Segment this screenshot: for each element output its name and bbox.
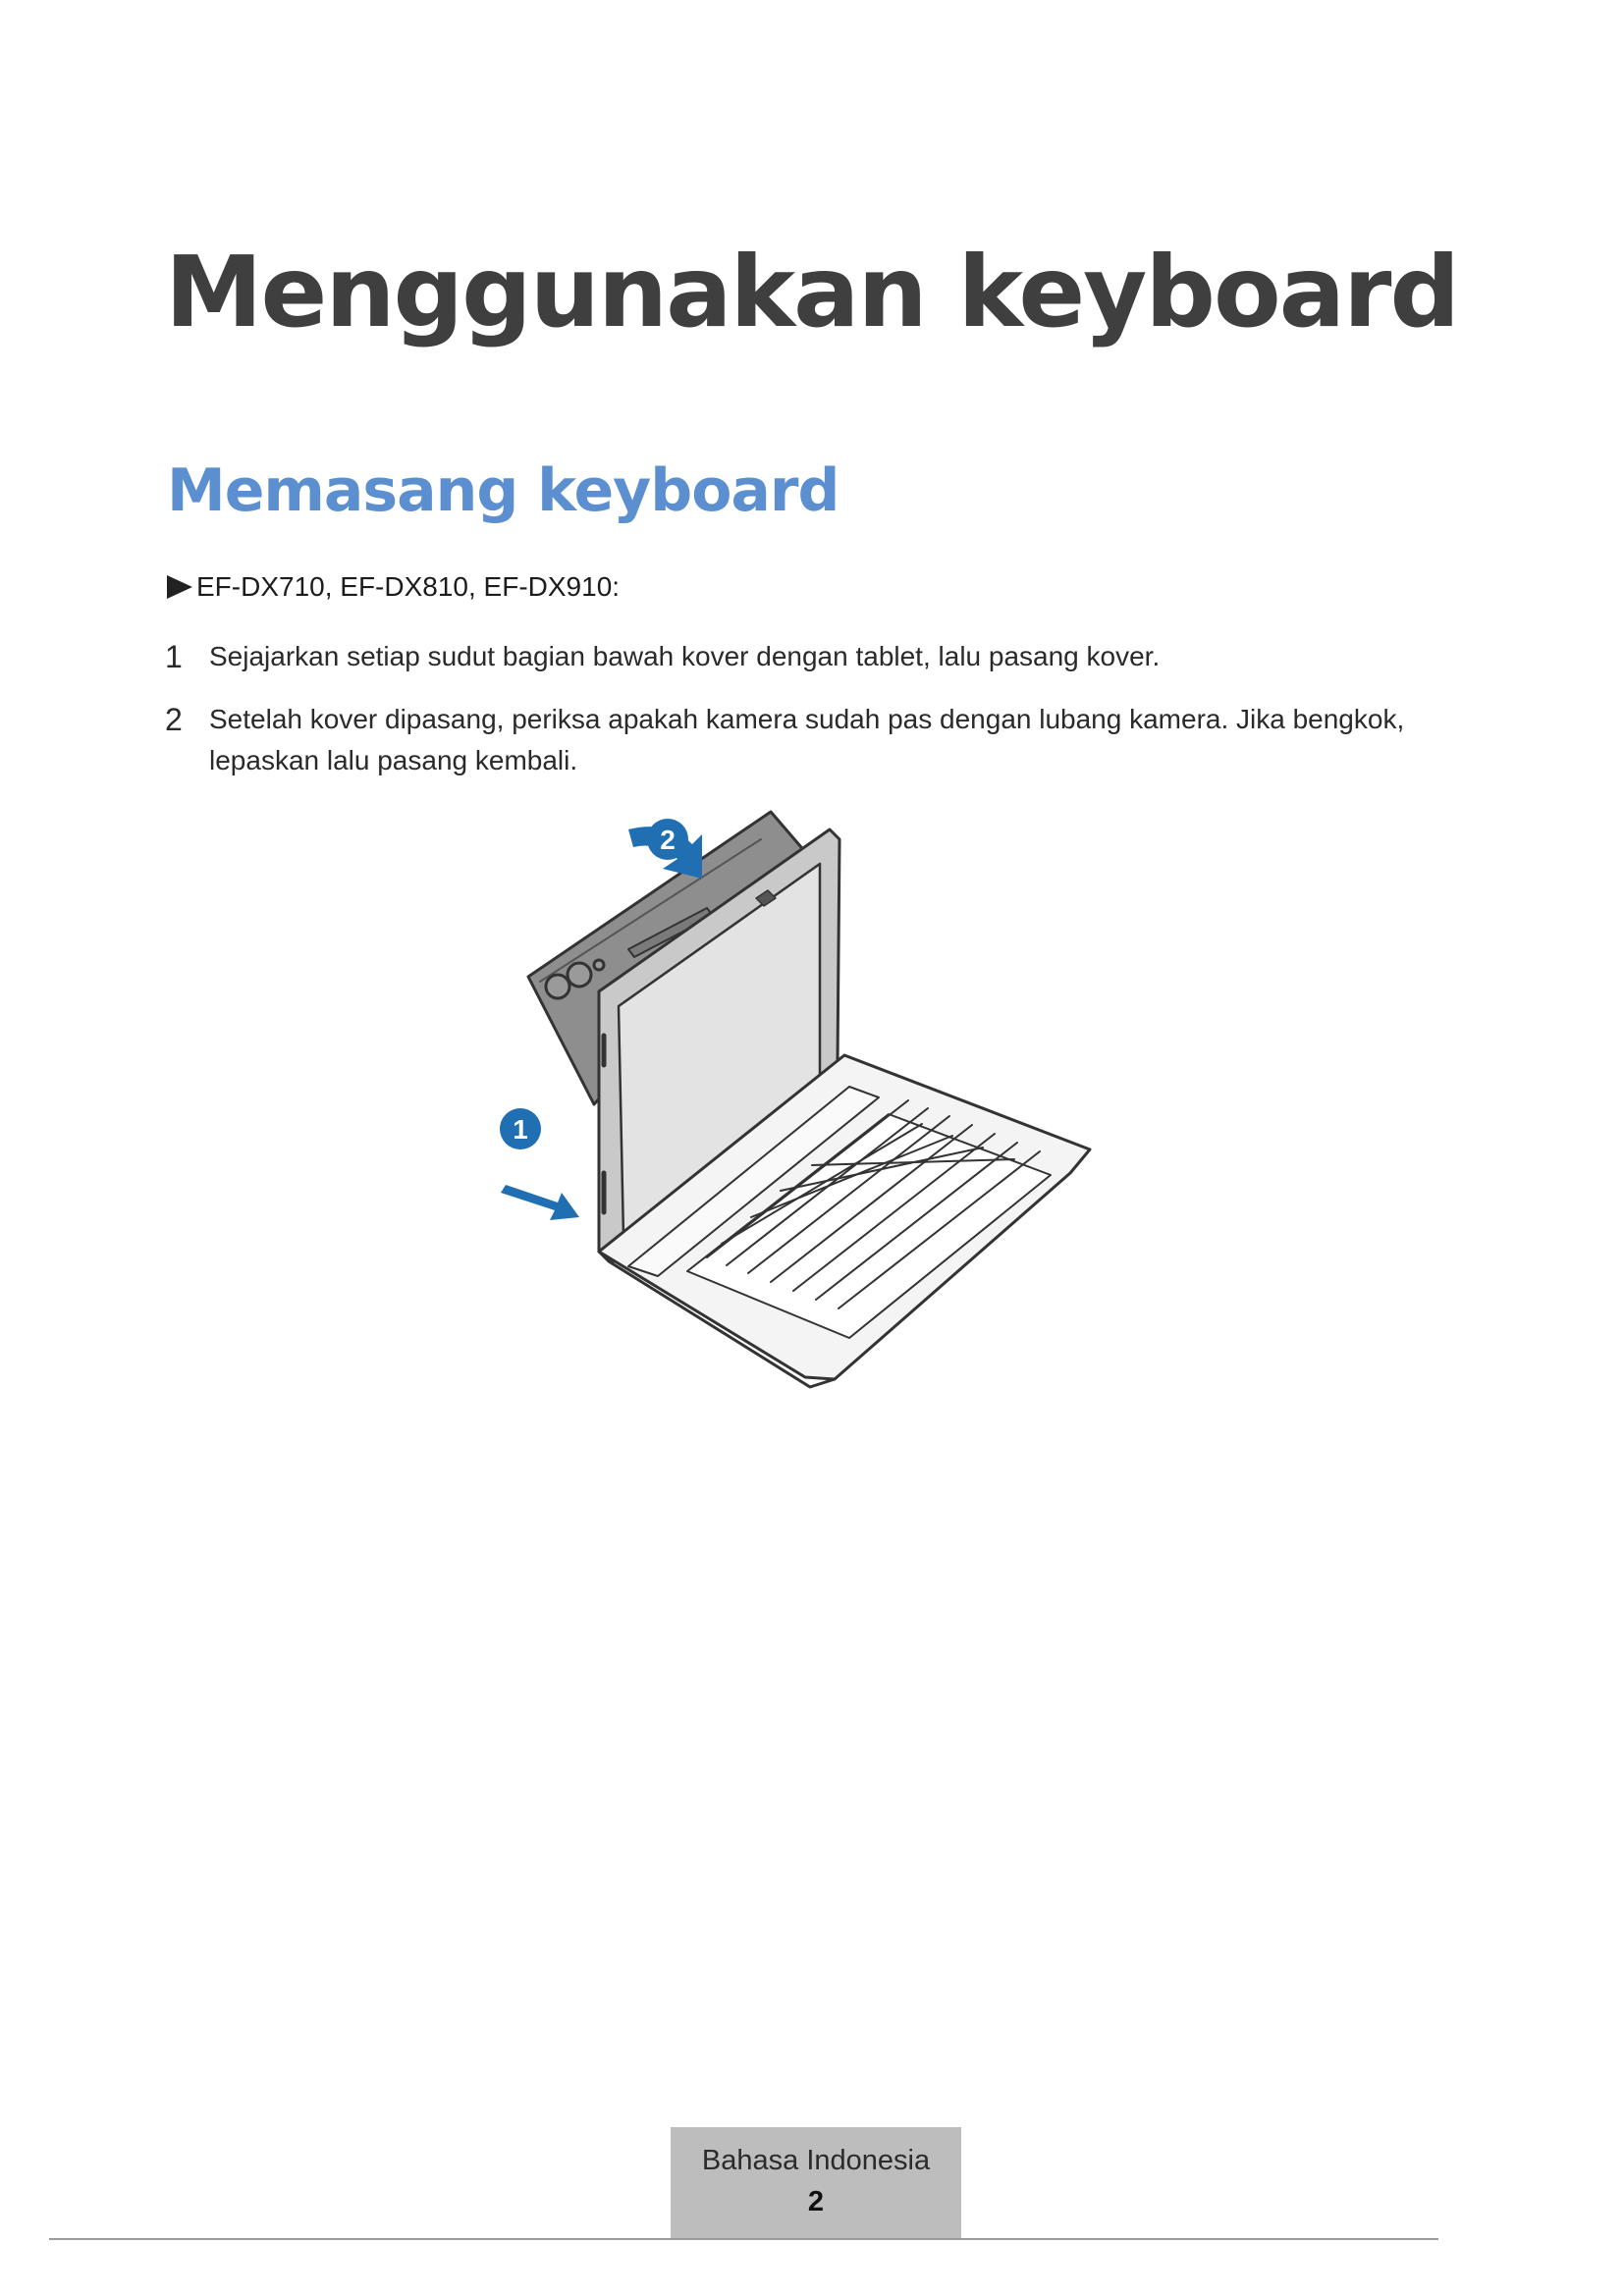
model-list-text: EF-DX710, EF-DX810, EF-DX910: — [196, 571, 621, 602]
camera-lens-icon — [546, 975, 569, 998]
callout-2-label: 2 — [660, 825, 676, 855]
triangle-bullet-icon — [167, 575, 192, 599]
step-text: Setelah kover dipasang, periksa apakah kamera sudah pas dengan lubang kamera. Jika bengkok, lepaskan lalu pasang kembali. — [209, 704, 1405, 775]
callout-1 — [500, 1108, 541, 1149]
keyboard-attach-illustration — [481, 800, 1129, 1389]
callout-1-label: 1 — [513, 1114, 528, 1145]
push-arrow-icon — [501, 1185, 579, 1220]
model-list — [167, 571, 620, 603]
step-number: 1 — [165, 639, 183, 674]
step-text: Sejajarkan setiap sudut bagian bawah kover dengan tablet, lalu pasang kover. — [209, 641, 1161, 671]
callout-2 — [647, 819, 688, 860]
step-number: 2 — [165, 702, 183, 737]
page-title: Menggunakan keyboard — [165, 235, 1459, 349]
footer-divider — [49, 2238, 1438, 2240]
camera-lens-icon — [568, 963, 591, 987]
section-title: Memasang keyboard — [167, 456, 839, 525]
footer-tab — [671, 2127, 961, 2239]
page-number: 2 — [807, 2186, 825, 2217]
footer-language: Bahasa Indonesia — [701, 2145, 931, 2176]
